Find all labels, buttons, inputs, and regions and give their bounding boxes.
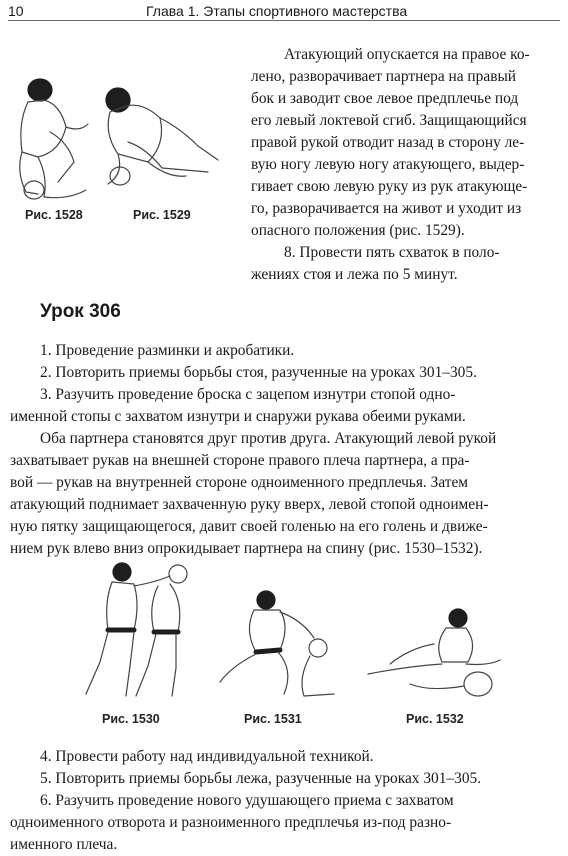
- top-text-line: жениях стоя и лежа по 5 минут.: [251, 266, 458, 283]
- lesson-item: 1. Проведение разминки и акробатики.: [40, 342, 295, 359]
- figure-1531-caption: Рис. 1531: [244, 712, 302, 726]
- lesson-item: именной стопы с захватом изнутри и снаружи рукава обеими руками.: [10, 408, 466, 425]
- figure-1529-caption: Рис. 1529: [133, 208, 191, 222]
- top-text-line: 8. Провести пять схваток в поло-: [284, 244, 500, 261]
- description-line: Оба партнера становятся друг против друга. Атакующий левой рукой: [40, 430, 497, 447]
- description-line: ную пятку защищающегося, давит своей голенью на его голень и движе-: [10, 518, 488, 535]
- figure-1528-caption: Рис. 1528: [25, 208, 83, 222]
- bottom-item: одноименного отворота и разноименного предплечья из-под разно-: [10, 814, 452, 831]
- figure-1529-illustration: [98, 84, 228, 194]
- chapter-title: Глава 1. Этапы спортивного мастерства: [146, 3, 408, 19]
- top-text-line: правой рукой отводит назад в сторону ле-: [251, 134, 525, 151]
- top-text-line: его левый локтевой сгиб. Защищающийся: [251, 112, 527, 129]
- figure-1530-caption: Рис. 1530: [102, 712, 160, 726]
- description-line: вой — рукав на внутренней стороне одноименного предплечья. Затем: [10, 474, 469, 491]
- bottom-item: 6. Разучить проведение нового удушающего приема с захватом: [40, 792, 454, 809]
- top-text-line: вую ногу левую ногу атакующего, выдер-: [251, 156, 525, 173]
- figure-1530-illustration: [78, 562, 200, 702]
- description-line: нием рук влево вниз опрокидывает партнера на спину (рис. 1530–1532).: [10, 540, 483, 557]
- top-text-line: бок и заводит свое левое предплечье под: [251, 90, 519, 107]
- top-text-line: го, разворачивается на живот и уходит из: [251, 200, 522, 217]
- bottom-item: 4. Провести работу над индивидуальной техникой.: [40, 748, 374, 765]
- description-line: захватывает рукав на внешней стороне правого плеча партнера, а пра-: [10, 452, 470, 469]
- figure-1528-illustration: [8, 72, 100, 207]
- running-header: [8, 2, 560, 21]
- page-number: 10: [8, 3, 24, 19]
- figure-1532-caption: Рис. 1532: [406, 712, 464, 726]
- lesson-heading: Урок 306: [40, 301, 121, 322]
- bottom-item: именного плеча.: [10, 836, 118, 853]
- top-text-line: гивает свою левую руку из рук атакующе-: [251, 178, 528, 195]
- top-text-line: опасного положения (рис. 1529).: [251, 222, 465, 239]
- bottom-item: 5. Повторить приемы борьбы лежа, разученные на уроках 301–305.: [40, 770, 482, 787]
- top-text-line: лено, разворачивает партнера на правый: [251, 68, 517, 85]
- top-text-line: Атакующий опускается на правое ко-: [284, 46, 530, 63]
- lesson-item: 3. Разучить проведение броска с зацепом изнутри стопой одно-: [40, 386, 456, 403]
- figure-1532-illustration: [360, 604, 508, 704]
- figure-1531-illustration: [214, 590, 340, 702]
- description-line: атакующий поднимает захваченную руку вверх, левой стопой одноимен-: [10, 496, 489, 513]
- lesson-item: 2. Повторить приемы борьбы стоя, разученные на уроках 301–305.: [40, 364, 477, 381]
